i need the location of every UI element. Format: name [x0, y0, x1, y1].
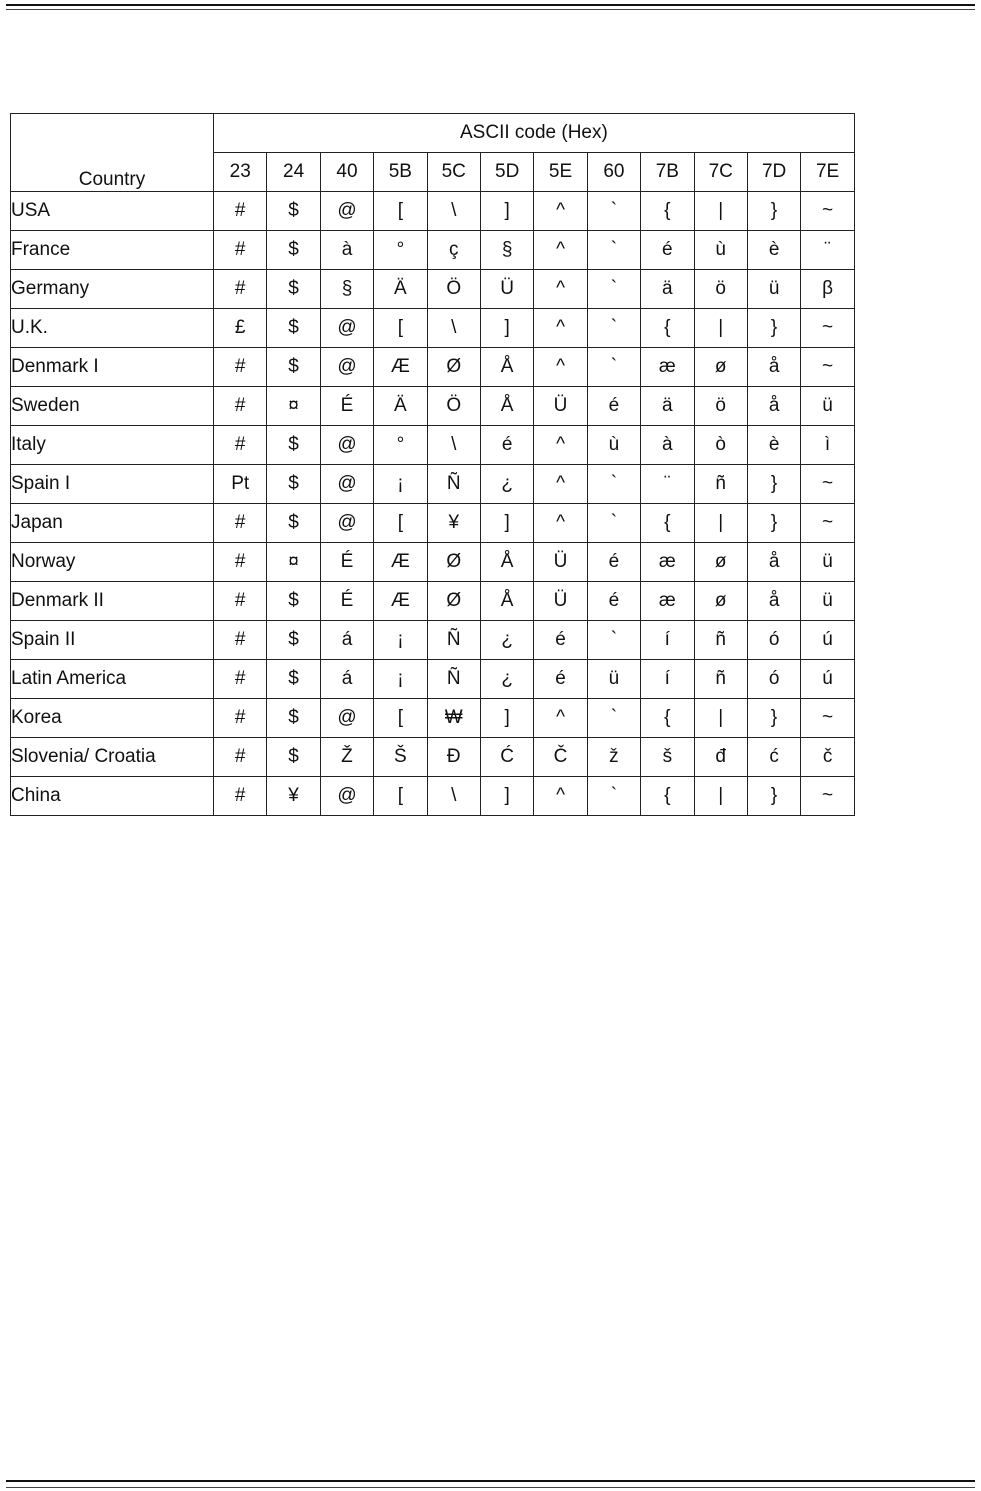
character-cell: ¤	[267, 543, 320, 582]
character-cell: Ä	[374, 387, 427, 426]
character-cell: ñ	[694, 621, 747, 660]
character-cell: ^	[534, 426, 587, 465]
character-cell: ú	[801, 621, 855, 660]
character-cell: Š	[374, 738, 427, 777]
ascii-code-header: ASCII code (Hex)	[214, 114, 855, 153]
character-cell: ù	[587, 426, 640, 465]
character-cell: Ć	[480, 738, 533, 777]
table-row	[11, 543, 855, 582]
character-cell: Ñ	[427, 465, 480, 504]
country-cell: USA	[11, 192, 214, 231]
character-cell: #	[214, 699, 267, 738]
country-cell: Spain I	[11, 465, 214, 504]
character-cell: $	[267, 309, 320, 348]
character-cell: é	[480, 426, 533, 465]
character-cell: $	[267, 504, 320, 543]
character-cell: ~	[801, 348, 855, 387]
character-cell: #	[214, 192, 267, 231]
country-cell: Sweden	[11, 387, 214, 426]
character-cell: à	[641, 426, 694, 465]
hex-code-header: 60	[587, 153, 640, 192]
country-cell: Denmark II	[11, 582, 214, 621]
character-cell: @	[320, 192, 373, 231]
character-cell: `	[587, 348, 640, 387]
character-cell: |	[694, 192, 747, 231]
table-row	[11, 465, 855, 504]
character-cell: #	[214, 738, 267, 777]
country-cell: Spain II	[11, 621, 214, 660]
country-cell: Latin America	[11, 660, 214, 699]
character-cell: \	[427, 777, 480, 816]
character-cell: é	[587, 543, 640, 582]
character-cell: ]	[480, 309, 533, 348]
character-cell: #	[214, 660, 267, 699]
character-cell: ü	[801, 582, 855, 621]
table-row	[11, 621, 855, 660]
character-cell: #	[214, 504, 267, 543]
table-row	[11, 582, 855, 621]
country-cell: Korea	[11, 699, 214, 738]
character-cell: é	[534, 621, 587, 660]
character-cell: ö	[694, 270, 747, 309]
character-cell: Ö	[427, 387, 480, 426]
character-cell: $	[267, 582, 320, 621]
table-row	[11, 738, 855, 777]
top-rule	[6, 4, 975, 6]
character-cell: $	[267, 426, 320, 465]
character-cell: ž	[587, 738, 640, 777]
character-cell: [	[374, 309, 427, 348]
character-cell: ò	[694, 426, 747, 465]
character-cell: {	[641, 192, 694, 231]
character-cell: }	[747, 777, 800, 816]
country-column-header: Country	[11, 114, 214, 192]
character-cell: $	[267, 660, 320, 699]
character-cell: ~	[801, 504, 855, 543]
character-cell: {	[641, 699, 694, 738]
hex-code-header: 7B	[641, 153, 694, 192]
character-cell: ú	[801, 660, 855, 699]
character-cell: |	[694, 504, 747, 543]
character-cell: ¿	[480, 660, 533, 699]
character-cell: ü	[747, 270, 800, 309]
character-cell: `	[587, 192, 640, 231]
character-cell: č	[801, 738, 855, 777]
hex-code-header: 7D	[747, 153, 800, 192]
hex-code-header: 40	[320, 153, 373, 192]
character-cell: Ü	[534, 582, 587, 621]
character-cell: ù	[694, 231, 747, 270]
character-cell: @	[320, 699, 373, 738]
table-header-row	[11, 114, 855, 153]
character-cell: ~	[801, 777, 855, 816]
character-cell: §	[320, 270, 373, 309]
character-cell: `	[587, 621, 640, 660]
character-cell: ó	[747, 621, 800, 660]
character-cell: ñ	[694, 660, 747, 699]
character-cell: #	[214, 270, 267, 309]
table-row	[11, 192, 855, 231]
character-cell: §	[480, 231, 533, 270]
top-rule-thin	[6, 9, 975, 10]
character-cell: Ñ	[427, 621, 480, 660]
character-cell: Ø	[427, 543, 480, 582]
character-cell: ä	[641, 270, 694, 309]
table-row	[11, 348, 855, 387]
character-cell: @	[320, 426, 373, 465]
country-cell: Germany	[11, 270, 214, 309]
country-cell: China	[11, 777, 214, 816]
country-cell: Denmark I	[11, 348, 214, 387]
character-cell: Č	[534, 738, 587, 777]
character-cell: @	[320, 777, 373, 816]
character-cell: ^	[534, 348, 587, 387]
hex-code-header: 7C	[694, 153, 747, 192]
character-cell: `	[587, 504, 640, 543]
character-cell: ¥	[427, 504, 480, 543]
character-cell: ¨	[641, 465, 694, 504]
country-cell: France	[11, 231, 214, 270]
character-cell: à	[320, 231, 373, 270]
character-cell: đ	[694, 738, 747, 777]
character-cell: $	[267, 699, 320, 738]
character-cell: É	[320, 543, 373, 582]
character-cell: æ	[641, 348, 694, 387]
character-cell: É	[320, 582, 373, 621]
character-cell: $	[267, 465, 320, 504]
character-cell: ]	[480, 699, 533, 738]
character-cell: ^	[534, 504, 587, 543]
character-cell: \	[427, 426, 480, 465]
table-body	[11, 192, 855, 816]
hex-code-header: 5D	[480, 153, 533, 192]
table-row	[11, 309, 855, 348]
character-cell: é	[641, 231, 694, 270]
hex-code-header: 5C	[427, 153, 480, 192]
character-cell: ¿	[480, 621, 533, 660]
character-cell: [	[374, 777, 427, 816]
character-cell: Ñ	[427, 660, 480, 699]
character-cell: £	[214, 309, 267, 348]
character-cell: $	[267, 348, 320, 387]
character-cell: }	[747, 699, 800, 738]
character-cell: ¿	[480, 465, 533, 504]
international-character-table	[10, 113, 855, 816]
character-cell: ~	[801, 309, 855, 348]
character-cell: é	[587, 387, 640, 426]
character-cell: ó	[747, 660, 800, 699]
character-cell: Ü	[534, 543, 587, 582]
character-cell: á	[320, 660, 373, 699]
character-cell: β	[801, 270, 855, 309]
character-cell: ć	[747, 738, 800, 777]
character-cell: ü	[587, 660, 640, 699]
table-row	[11, 426, 855, 465]
character-cell: #	[214, 387, 267, 426]
character-cell: ¨	[801, 231, 855, 270]
character-cell: ì	[801, 426, 855, 465]
character-cell: [	[374, 504, 427, 543]
character-cell: $	[267, 738, 320, 777]
character-cell: Ž	[320, 738, 373, 777]
bottom-rule	[6, 1480, 975, 1482]
character-cell: |	[694, 777, 747, 816]
character-cell: ü	[801, 387, 855, 426]
character-cell: [	[374, 192, 427, 231]
character-cell: ¥	[267, 777, 320, 816]
character-cell: ~	[801, 699, 855, 738]
character-cell: ~	[801, 192, 855, 231]
country-cell: Slovenia/ Croatia	[11, 738, 214, 777]
character-cell: Ä	[374, 270, 427, 309]
character-cell: í	[641, 621, 694, 660]
character-cell: °	[374, 426, 427, 465]
character-cell: ä	[641, 387, 694, 426]
character-cell: @	[320, 348, 373, 387]
character-cell: |	[694, 699, 747, 738]
character-cell: Å	[480, 387, 533, 426]
character-cell: #	[214, 231, 267, 270]
character-cell: ₩	[427, 699, 480, 738]
character-cell: ^	[534, 192, 587, 231]
character-cell: °	[374, 231, 427, 270]
character-cell: ¡	[374, 621, 427, 660]
character-cell: Pt	[214, 465, 267, 504]
character-cell: ^	[534, 231, 587, 270]
character-cell: å	[747, 543, 800, 582]
character-cell: ü	[801, 543, 855, 582]
country-cell: Japan	[11, 504, 214, 543]
character-cell: #	[214, 777, 267, 816]
character-cell: å	[747, 387, 800, 426]
character-cell: ¡	[374, 465, 427, 504]
character-cell: Ø	[427, 348, 480, 387]
character-cell: å	[747, 348, 800, 387]
country-cell: Norway	[11, 543, 214, 582]
character-cell: $	[267, 270, 320, 309]
character-cell: é	[534, 660, 587, 699]
character-cell: Đ	[427, 738, 480, 777]
character-cell: á	[320, 621, 373, 660]
character-cell: {	[641, 777, 694, 816]
character-cell: }	[747, 465, 800, 504]
character-cell: ^	[534, 777, 587, 816]
character-cell: `	[587, 231, 640, 270]
character-cell: ñ	[694, 465, 747, 504]
character-cell: í	[641, 660, 694, 699]
character-cell: }	[747, 504, 800, 543]
character-cell: }	[747, 309, 800, 348]
character-cell: Å	[480, 543, 533, 582]
character-cell: \	[427, 192, 480, 231]
character-cell: é	[587, 582, 640, 621]
character-cell: #	[214, 621, 267, 660]
character-cell: Ü	[480, 270, 533, 309]
table-row	[11, 270, 855, 309]
hex-code-header: 24	[267, 153, 320, 192]
character-cell: è	[747, 231, 800, 270]
character-cell: `	[587, 465, 640, 504]
character-cell: $	[267, 231, 320, 270]
character-cell: è	[747, 426, 800, 465]
character-cell: ¤	[267, 387, 320, 426]
character-cell: ø	[694, 543, 747, 582]
character-cell: Æ	[374, 348, 427, 387]
character-cell: š	[641, 738, 694, 777]
character-cell: Ø	[427, 582, 480, 621]
character-cell: @	[320, 504, 373, 543]
character-cell: #	[214, 348, 267, 387]
character-cell: }	[747, 192, 800, 231]
character-cell: Æ	[374, 582, 427, 621]
character-cell: ¡	[374, 660, 427, 699]
character-cell: #	[214, 582, 267, 621]
country-cell: Italy	[11, 426, 214, 465]
character-cell: {	[641, 309, 694, 348]
character-cell: Å	[480, 348, 533, 387]
country-cell: U.K.	[11, 309, 214, 348]
character-cell: ^	[534, 465, 587, 504]
table-row	[11, 699, 855, 738]
character-cell: ]	[480, 192, 533, 231]
character-cell: ^	[534, 270, 587, 309]
character-cell: @	[320, 309, 373, 348]
character-cell: |	[694, 309, 747, 348]
character-cell: #	[214, 543, 267, 582]
character-cell: {	[641, 504, 694, 543]
character-cell: ^	[534, 699, 587, 738]
character-cell: #	[214, 426, 267, 465]
character-cell: ö	[694, 387, 747, 426]
hex-code-header: 5B	[374, 153, 427, 192]
character-cell: ]	[480, 504, 533, 543]
bottom-rule-thin	[6, 1487, 975, 1488]
character-cell: ^	[534, 309, 587, 348]
table-row	[11, 504, 855, 543]
table-row	[11, 387, 855, 426]
character-cell: æ	[641, 582, 694, 621]
character-cell: ~	[801, 465, 855, 504]
character-cell: [	[374, 699, 427, 738]
hex-code-header: 23	[214, 153, 267, 192]
character-cell: ø	[694, 348, 747, 387]
character-cell: Ö	[427, 270, 480, 309]
character-cell: Æ	[374, 543, 427, 582]
character-cell: ]	[480, 777, 533, 816]
hex-code-header: 5E	[534, 153, 587, 192]
character-cell: \	[427, 309, 480, 348]
character-cell: `	[587, 699, 640, 738]
character-cell: `	[587, 777, 640, 816]
character-cell: `	[587, 309, 640, 348]
table-row	[11, 231, 855, 270]
character-cell: @	[320, 465, 373, 504]
character-cell: `	[587, 270, 640, 309]
character-cell: $	[267, 192, 320, 231]
character-cell: É	[320, 387, 373, 426]
character-cell: Å	[480, 582, 533, 621]
character-cell: ø	[694, 582, 747, 621]
character-cell: æ	[641, 543, 694, 582]
table-row	[11, 777, 855, 816]
character-cell: å	[747, 582, 800, 621]
character-cell: Ü	[534, 387, 587, 426]
table-row	[11, 660, 855, 699]
hex-code-header: 7E	[801, 153, 855, 192]
character-cell: $	[267, 621, 320, 660]
character-cell: ç	[427, 231, 480, 270]
